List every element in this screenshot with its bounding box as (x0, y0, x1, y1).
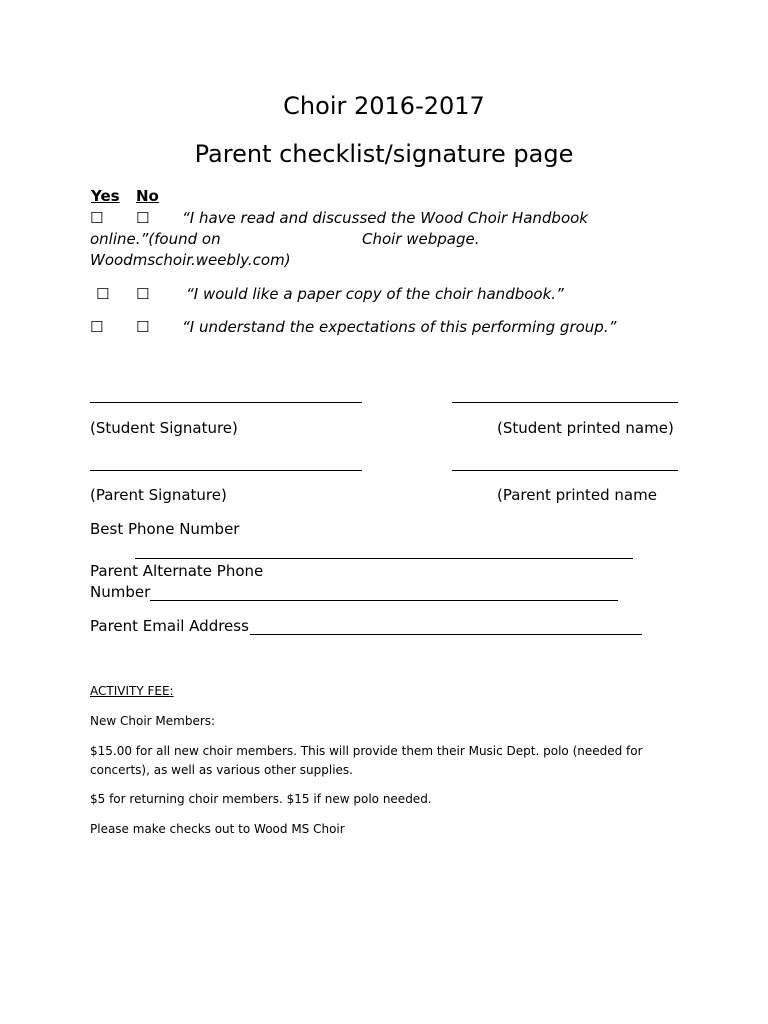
parent-signature-line[interactable] (90, 470, 362, 471)
alt-phone-line[interactable] (150, 600, 618, 601)
yes-column-header: Yes (91, 187, 120, 205)
best-phone-line[interactable] (135, 558, 633, 559)
alt-phone-label-line1: Parent Alternate Phone (90, 562, 264, 580)
email-label: Parent Email Address (90, 617, 249, 635)
item-3-statement: “I understand the expectations of this performing group.” (182, 318, 617, 336)
item-1-statement-line3: Woodmschoir.weebly.com) (90, 251, 291, 269)
item-1-statement-line2a: online.”(found on (90, 230, 221, 248)
item-2-no-checkbox[interactable]: ☐ (136, 285, 150, 303)
email-line[interactable] (250, 634, 642, 635)
parent-signature-label: (Parent Signature) (90, 486, 227, 504)
item-1-yes-checkbox[interactable]: ☐ (90, 209, 104, 227)
student-signature-line[interactable] (90, 402, 362, 403)
best-phone-label: Best Phone Number (90, 520, 240, 538)
student-printed-name-line[interactable] (452, 402, 678, 403)
item-1-no-checkbox[interactable]: ☐ (136, 209, 150, 227)
checks-payable-text: Please make checks out to Wood MS Choir (90, 822, 345, 836)
new-fee-line1: $15.00 for all new choir members. This will provide them their Music Dept. polo (needed for (90, 744, 643, 758)
new-fee-line2: concerts), as well as various other supplies. (90, 763, 353, 777)
returning-fee-text: $5 for returning choir members. $15 if new polo needed. (90, 792, 432, 806)
item-2-yes-checkbox[interactable]: ☐ (96, 285, 110, 303)
item-3-yes-checkbox[interactable]: ☐ (90, 318, 104, 336)
item-2-statement: “I would like a paper copy of the choir handbook.” (186, 285, 564, 303)
activity-fee-heading: ACTIVITY FEE: (90, 684, 174, 698)
page-subtitle: Parent checklist/signature page (194, 140, 574, 168)
item-1-statement-line1: “I have read and discussed the Wood Choir Handbook (182, 209, 588, 227)
parent-printed-name-label: (Parent printed name (497, 486, 657, 504)
student-signature-label: (Student Signature) (90, 419, 238, 437)
no-column-header: No (136, 187, 159, 205)
student-printed-name-label: (Student printed name) (497, 419, 674, 437)
item-3-no-checkbox[interactable]: ☐ (136, 318, 150, 336)
page-title: Choir 2016-2017 (283, 92, 485, 120)
new-members-label: New Choir Members: (90, 714, 216, 728)
parent-printed-name-line[interactable] (452, 470, 678, 471)
alt-phone-label-line2: Number (90, 583, 151, 601)
item-1-statement-line2b: Choir webpage. (362, 230, 480, 248)
